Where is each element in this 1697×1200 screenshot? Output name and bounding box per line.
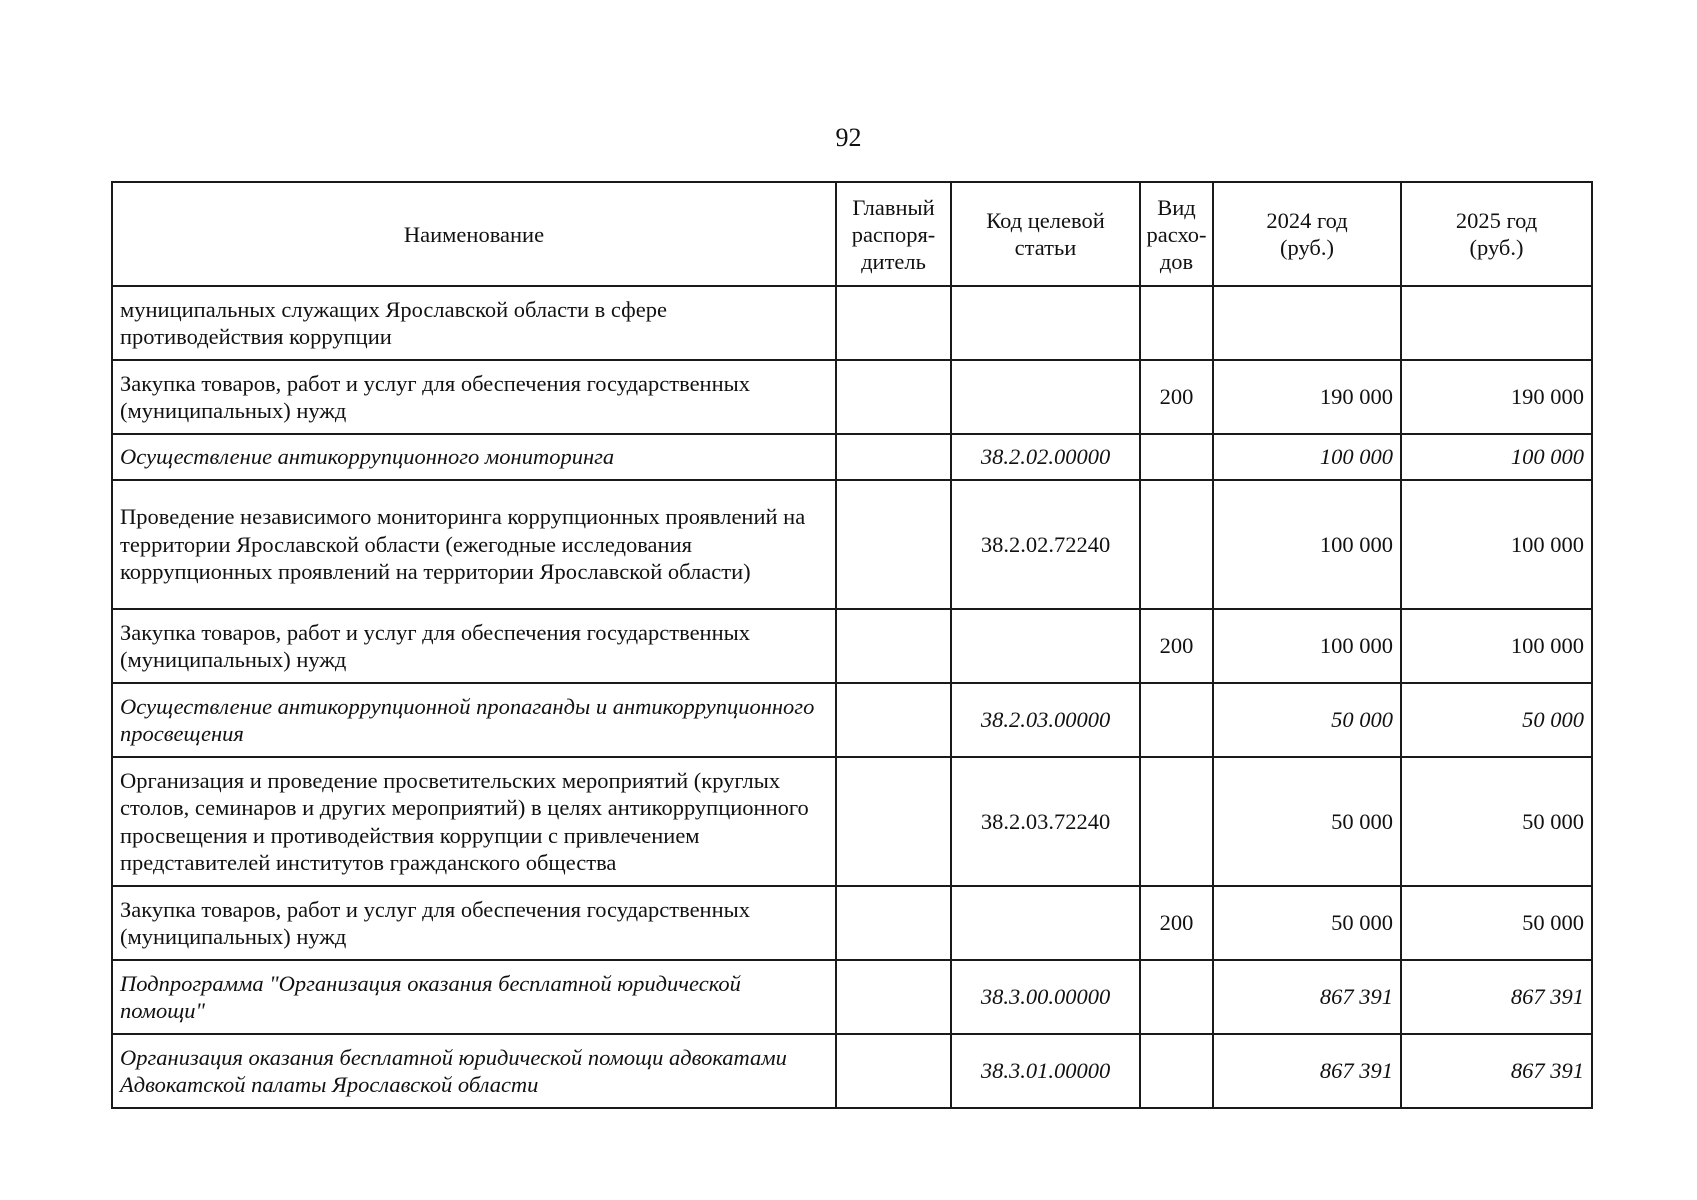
table-row (112, 360, 1592, 434)
row-name: Осуществление антикоррупционного мониторинга (112, 434, 836, 480)
row-manager (836, 434, 951, 480)
row-name: Проведение независимого мониторинга коррупционных проявлений на территории Ярославской области (ежегодные исследования коррупционных проявлений на территории Ярославской области) (112, 480, 836, 609)
row-2025: 100 000 (1401, 480, 1592, 609)
row-code (951, 360, 1140, 434)
row-2025: 50 000 (1401, 886, 1592, 960)
row-2025: 867 391 (1401, 960, 1592, 1034)
row-manager (836, 960, 951, 1034)
row-manager (836, 683, 951, 757)
row-2025: 190 000 (1401, 360, 1592, 434)
row-code: 38.2.03.72240 (951, 757, 1140, 886)
page-number: 92 (835, 123, 862, 152)
row-2024 (1213, 286, 1401, 360)
row-manager (836, 609, 951, 683)
row-2024: 50 000 (1213, 757, 1401, 886)
table-row (112, 757, 1592, 886)
row-2025: 50 000 (1401, 683, 1592, 757)
row-code (951, 609, 1140, 683)
row-2024: 100 000 (1213, 434, 1401, 480)
row-2024: 50 000 (1213, 886, 1401, 960)
row-manager (836, 480, 951, 609)
header-name: Наименование (112, 182, 836, 286)
table-row (112, 886, 1592, 960)
row-2024: 867 391 (1213, 1034, 1401, 1108)
row-manager (836, 757, 951, 886)
row-name: Организация оказания бесплатной юридической помощи адвокатами Адвокатской палаты Ярославской области (112, 1034, 836, 1108)
row-kind (1140, 757, 1213, 886)
row-code: 38.2.03.00000 (951, 683, 1140, 757)
row-2024: 50 000 (1213, 683, 1401, 757)
row-kind: 200 (1140, 360, 1213, 434)
row-name: Закупка товаров, работ и услуг для обеспечения государственных (муниципальных) нужд (112, 886, 836, 960)
budget-table (111, 181, 1593, 1109)
row-2025: 867 391 (1401, 1034, 1592, 1108)
row-2025: 50 000 (1401, 757, 1592, 886)
row-name: Осуществление антикоррупционной пропаганды и антикоррупционного просвещения (112, 683, 836, 757)
table-row (112, 434, 1592, 480)
row-code: 38.2.02.00000 (951, 434, 1140, 480)
row-code: 38.3.00.00000 (951, 960, 1140, 1034)
row-manager (836, 886, 951, 960)
row-2025: 100 000 (1401, 434, 1592, 480)
header-2025: 2025 год (руб.) (1401, 182, 1592, 286)
row-2024: 100 000 (1213, 480, 1401, 609)
row-manager (836, 1034, 951, 1108)
row-name: Закупка товаров, работ и услуг для обеспечения государственных (муниципальных) нужд (112, 360, 836, 434)
row-2024: 867 391 (1213, 960, 1401, 1034)
row-kind (1140, 960, 1213, 1034)
row-name: Организация и проведение просветительских мероприятий (круглых столов, семинаров и других мероприятий) в целях антикоррупционного просвещения и противодействия коррупции с привлечением представителей институтов гражданского общества (112, 757, 836, 886)
row-code (951, 286, 1140, 360)
row-name: муниципальных служащих Ярославской области в сфере противодействия коррупции (112, 286, 836, 360)
row-2024: 100 000 (1213, 609, 1401, 683)
row-manager (836, 360, 951, 434)
header-kind: Вид расхо- дов (1140, 182, 1213, 286)
table-row (112, 960, 1592, 1034)
header-code: Код целевой статьи (951, 182, 1140, 286)
row-kind (1140, 434, 1213, 480)
table-row (112, 609, 1592, 683)
row-2025 (1401, 286, 1592, 360)
row-kind: 200 (1140, 886, 1213, 960)
table-row (112, 286, 1592, 360)
row-kind (1140, 286, 1213, 360)
table-row (112, 1034, 1592, 1108)
table-header-row (112, 182, 1592, 286)
row-code: 38.2.02.72240 (951, 480, 1140, 609)
row-kind: 200 (1140, 609, 1213, 683)
row-name: Подпрограмма "Организация оказания бесплатной юридической помощи" (112, 960, 836, 1034)
table-row (112, 480, 1592, 609)
row-2025: 100 000 (1401, 609, 1592, 683)
row-kind (1140, 480, 1213, 609)
row-2024: 190 000 (1213, 360, 1401, 434)
header-2024: 2024 год (руб.) (1213, 182, 1401, 286)
row-kind (1140, 683, 1213, 757)
row-code: 38.3.01.00000 (951, 1034, 1140, 1108)
row-name: Закупка товаров, работ и услуг для обеспечения государственных (муниципальных) нужд (112, 609, 836, 683)
row-code (951, 886, 1140, 960)
row-manager (836, 286, 951, 360)
row-kind (1140, 1034, 1213, 1108)
table-row (112, 683, 1592, 757)
header-manager: Главный распоря- дитель (836, 182, 951, 286)
